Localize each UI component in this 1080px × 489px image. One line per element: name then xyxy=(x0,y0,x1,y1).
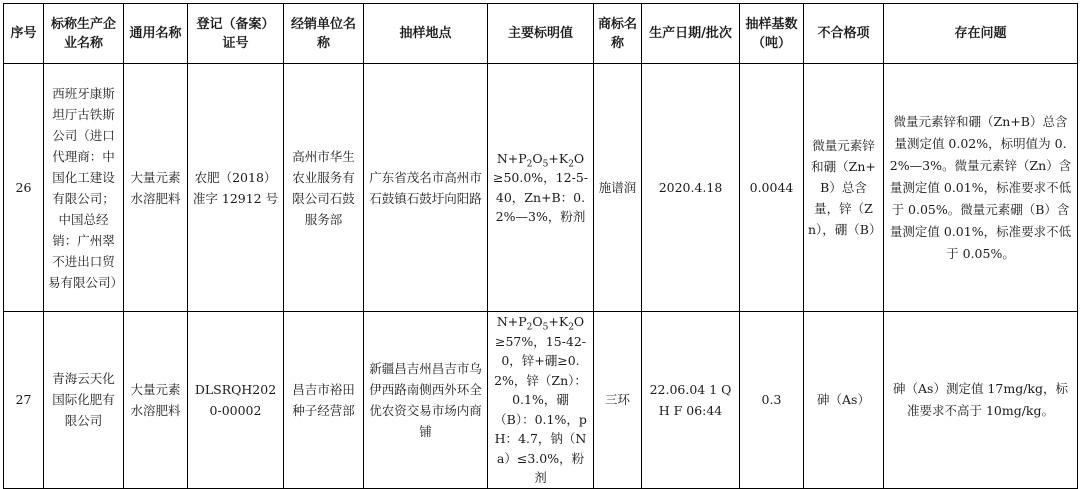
header-manufacturer: 标称生产企业名称 xyxy=(44,4,124,64)
header-distributor: 经销单位名称 xyxy=(284,4,364,64)
cell-sampling-location: 新疆昌吉州昌吉市乌伊西路南侧西外环全优农资交易市场内商铺 xyxy=(364,312,488,489)
labeled-value-part: O xyxy=(532,150,543,166)
cell-trademark: 三环 xyxy=(594,312,642,489)
cell-nonconforming-item: 微量元素锌和硼（Zn+B）总含量，锌（Zn），硼（B） xyxy=(804,64,884,312)
labeled-value-subscript: 2 xyxy=(568,159,574,169)
labeled-value-prefix: N+P xyxy=(496,314,527,329)
cell-registration: DLSRQH2020-00002 xyxy=(188,312,284,489)
header-generic-name: 通用名称 xyxy=(124,4,188,64)
labeled-value-subscript: 2 xyxy=(568,322,574,333)
header-sampling-location: 抽样地点 xyxy=(364,4,488,64)
labeled-value-subscript: 2 xyxy=(526,322,533,333)
cell-distributor: 高州市华生农业服务有限公司石鼓服务部 xyxy=(284,64,364,312)
header-trademark: 商标名称 xyxy=(594,4,642,64)
cell-problem: 微量元素锌和硼（Zn+B）总含量测定值 0.02%，标明值为 0.2%—3%。微量元素锌（Zn）含量测定值 0.01%，标准要求不低于 0.05%。微量元素硼（B）含量测定值 0.01%，标准要求不低于 0.05%。 xyxy=(884,64,1078,312)
cell-sampling-base: 0.3 xyxy=(740,312,804,489)
cell-production-date: 22.06.04 1 QH F 06:44 xyxy=(642,312,740,489)
cell-problem: 砷（As）测定值 17mg/kg，标准要求不高于 10mg/kg。 xyxy=(884,312,1078,489)
header-registration: 登记（备案）证号 xyxy=(188,4,284,64)
cell-sampling-location: 广东省茂名市高州市石鼓镇石鼓圩向阳路 xyxy=(364,64,488,312)
inspection-results-table xyxy=(3,3,1078,489)
labeled-value-rest: O≥50.0%，12-5-40，Zn+B：0.2%—3%，粉剂 xyxy=(493,150,588,224)
cell-seq: 26 xyxy=(4,64,44,312)
cell-manufacturer: 青海云天化国际化肥有限公司 xyxy=(44,312,124,489)
cell-manufacturer: 西班牙康斯坦厅古铁斯公司（进口代理商：中国化工建设有限公司；中国总经销：广州翠不进出口贸易有限公司） xyxy=(44,64,124,312)
cell-seq: 27 xyxy=(4,312,44,489)
header-sampling-base: 抽样基数（吨） xyxy=(740,4,804,64)
header-row xyxy=(4,4,1078,64)
cell-generic-name: 大量元素水溶肥料 xyxy=(124,64,188,312)
cell-production-date: 2020.4.18 xyxy=(642,64,740,312)
cell-registration: 农肥（2018）准字 12912 号 xyxy=(188,64,284,312)
header-nonconforming-item: 不合格项 xyxy=(804,4,884,64)
header-production-date: 生产日期/批次 xyxy=(642,4,740,64)
labeled-value-part: +K xyxy=(548,150,569,166)
header-labeled-value: 主要标明值 xyxy=(488,4,594,64)
cell-sampling-base: 0.0044 xyxy=(740,64,804,312)
cell-generic-name: 大量元素水溶肥料 xyxy=(124,312,188,489)
table-row xyxy=(4,312,1078,489)
header-problem: 存在问题 xyxy=(884,4,1078,64)
cell-trademark: 施谱润 xyxy=(594,64,642,312)
labeled-value-subscript: 5 xyxy=(542,322,549,333)
table-row xyxy=(4,64,1078,312)
labeled-value-subscript: 5 xyxy=(542,159,549,169)
cell-labeled-value xyxy=(488,312,594,489)
labeled-value-part: O xyxy=(532,314,543,329)
labeled-value-subscript: 2 xyxy=(526,159,533,169)
cell-labeled-value xyxy=(488,64,594,312)
labeled-value-rest: O≥57%，15-42-0，锌+硼≥0.2%，锌（Zn）：0.1%，硼（B）：0.1%，pH：4.7，钠（Na）≤3.0%，粉剂 xyxy=(494,314,587,485)
labeled-value-part: +K xyxy=(548,314,569,329)
cell-nonconforming-item: 砷（As） xyxy=(804,312,884,489)
cell-distributor: 昌吉市裕田种子经营部 xyxy=(284,312,364,489)
header-seq: 序号 xyxy=(4,4,44,64)
labeled-value-prefix: N+P xyxy=(496,150,527,166)
